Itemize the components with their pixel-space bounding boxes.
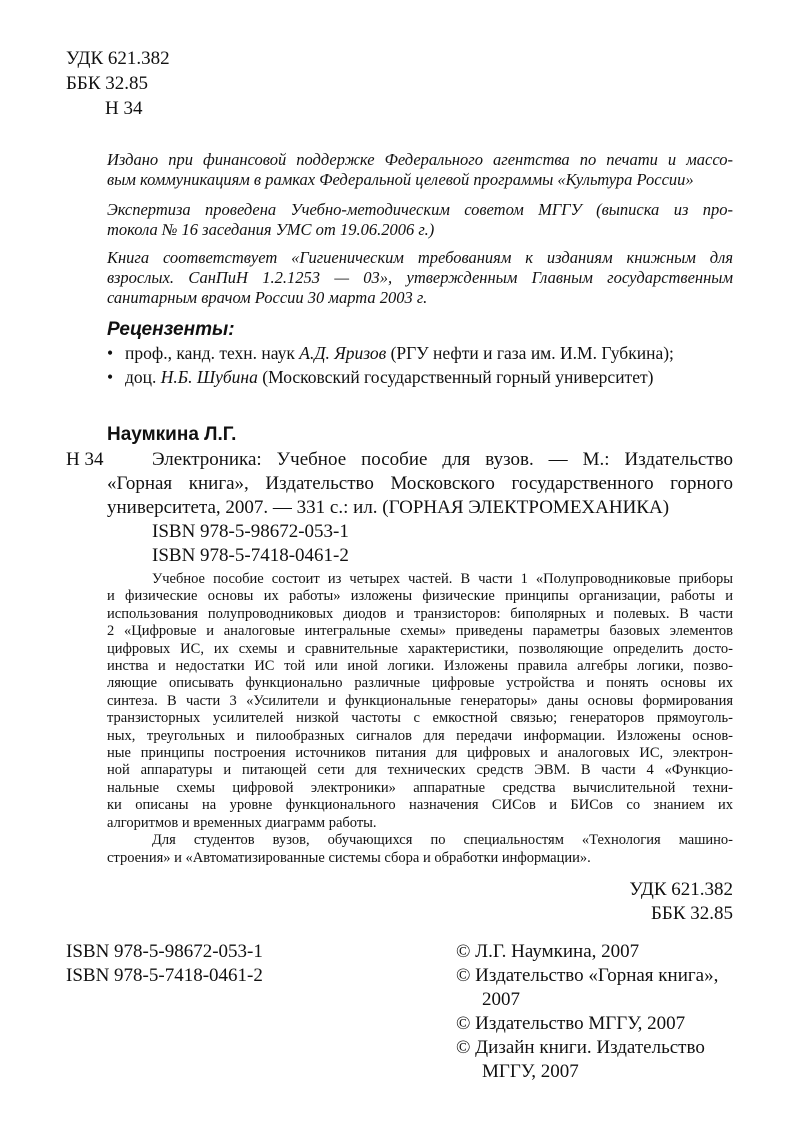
abstract-line: инства и недостатки ИС той или иной логики. Изложены правила алгебры логики, позво- [107, 658, 733, 674]
biblio-line-3: университета, 2007. — 331 с.: ил. (ГОРНАЯ ЭЛЕКТРОМЕХАНИКА) [107, 497, 670, 518]
copyright-line: © Издательство МГГУ, 2007 [456, 1013, 686, 1034]
abstract-line: использования полупроводниковых диодов и транзисторов: биполярных и полевых. В части [107, 606, 733, 622]
udk-footer: УДК 621.382 [629, 879, 733, 900]
biblio-code: Н 34 [66, 449, 104, 470]
reviewer-name: А.Д. Яризов [299, 343, 387, 363]
note-hygiene-line-3: санитарным врачом России 30 марта 2003 г. [107, 288, 428, 307]
copyright-line: © Л.Г. Наумкина, 2007 [456, 941, 640, 962]
copyright-line: 2007 [482, 989, 520, 1010]
abstract-line: синтеза. В части 3 «Усилители и функциональные генераторы» даны основы формирования [107, 693, 733, 709]
abstract-line: 2 «Цифровые и аналоговые интегральные схемы» приведены параметры базовых элементов [107, 623, 733, 639]
bbk-code: ББК 32.85 [66, 73, 148, 94]
reviewer-affiliation: (РГУ нефти и газа им. И.М. Губкина); [390, 343, 674, 363]
note-hygiene-line-1: Книга соответствует «Гигиеническим требованиям к изданиям книжным для [107, 248, 733, 267]
bullet-icon: • [107, 367, 114, 387]
abstract-line: Учебное пособие состоит из четырех частей. В части 1 «Полупроводниковые приборы [152, 571, 733, 587]
note-expertise-line-1: Экспертиза проведена Учебно-методическим советом МГГУ (выписка из про- [107, 200, 733, 219]
abstract-line: ной аппаратуры и питающей сети для технических средств ЭВМ. В части 4 «Функцио- [107, 762, 733, 778]
abstract-line: алгоритмов и временных диаграмм работы. [107, 815, 377, 831]
abstract-line: ки описаны на уровне функционального назначения СИСов и БИСов со знанием их [107, 797, 733, 813]
biblio-line-1: Электроника: Учебное пособие для вузов. — М.: Издательство [152, 449, 733, 470]
author-name: Наумкина Л.Г. [107, 424, 237, 445]
reviewers-heading: Рецензенты: [107, 319, 235, 340]
reviewer-title: доц. [125, 367, 157, 387]
abstract-line: ляющие описывать функционально различные цифровые устройства и понять основы их [107, 675, 733, 691]
biblio-line-2: «Горная книга», Издательство Московского государственного горного [107, 473, 733, 494]
reviewer-item [107, 366, 653, 388]
note-expertise-line-2: токола № 16 заседания УМС от 19.06.2006 г.) [107, 220, 435, 239]
abstract-line: цифровых ИС, их схемы и сравнительные характеристики, позволяющие определить досто- [107, 641, 733, 657]
reviewer-affiliation: (Московский государственный горный университет) [262, 367, 654, 387]
audience-line: строения» и «Автоматизированные системы сбора и обработки информации». [107, 850, 591, 866]
author-mark: Н 34 [105, 98, 143, 119]
abstract-line: ных, треугольных и пилообразных сигналов для передачи информации. Изложены основ- [107, 728, 733, 744]
reviewer-item [107, 342, 674, 364]
bullet-icon: • [107, 343, 114, 363]
isbn-footer-1: ISBN 978-5-98672-053-1 [66, 941, 263, 962]
reviewer-name: Н.Б. Шубина [160, 367, 258, 387]
abstract-line: нальные схемы цифровой электроники» аппаратные средства вычислительной техни- [107, 780, 733, 796]
note-hygiene-line-2: взрослых. СанПиН 1.2.1253 — 03», утвержденным Главным государственным [107, 268, 733, 287]
isbn-footer-2: ISBN 978-5-7418-0461-2 [66, 965, 263, 986]
audience-line: Для студентов вузов, обучающихся по специальностям «Технология машино- [152, 832, 733, 848]
copyright-line: © Дизайн книги. Издательство [456, 1037, 705, 1058]
copyright-line: МГГУ, 2007 [482, 1061, 579, 1082]
udk-code: УДК 621.382 [66, 48, 170, 69]
reviewer-title: проф., канд. техн. наук [125, 343, 295, 363]
abstract-line: и физические основы их работы» изложены физические принципы организации, работы и [107, 588, 733, 604]
biblio-isbn-1: ISBN 978-5-98672-053-1 [152, 521, 349, 542]
abstract-line: транзисторных усилителей низкой частоты с емкостной связью; генераторов прямоуголь- [107, 710, 733, 726]
note-funding-line-2: вым коммуникациям в рамках Федеральной целевой программы «Культура России» [107, 170, 694, 189]
biblio-isbn-2: ISBN 978-5-7418-0461-2 [152, 545, 349, 566]
bbk-footer: ББК 32.85 [651, 903, 733, 924]
abstract-line: ные принципы построения источников питания для цифровых и аналоговых ИС, электрон- [107, 745, 733, 761]
copyright-line: © Издательство «Горная книга», [456, 965, 719, 986]
note-funding-line-1: Издано при финансовой поддержке Федерального агентства по печати и массо- [107, 150, 733, 169]
